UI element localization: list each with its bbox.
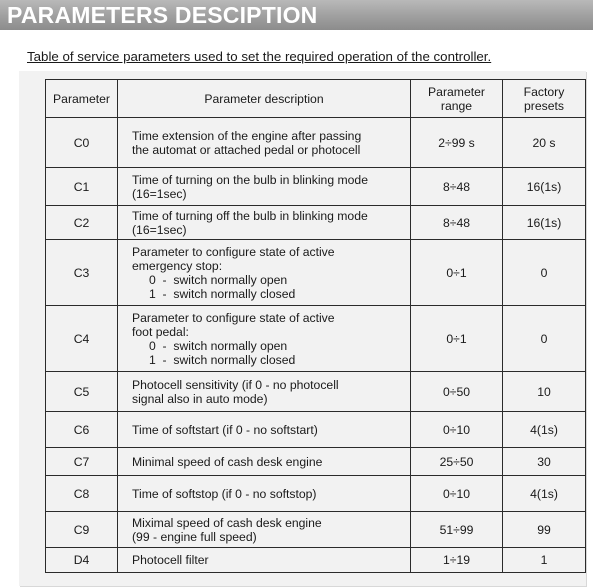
- table-row: [46, 206, 586, 240]
- table-row: [46, 240, 586, 306]
- cell-preset: 10: [503, 372, 586, 412]
- cell-range: 8÷48: [411, 168, 503, 206]
- description-line: signal also in auto mode): [132, 391, 268, 406]
- cell-range: 0÷10: [411, 412, 503, 448]
- cell-preset: 0: [503, 306, 586, 372]
- cell-parameter: C2: [46, 206, 118, 240]
- description-line: (16=1sec): [132, 222, 187, 237]
- cell-range: 8÷48: [411, 206, 503, 240]
- header-range: Parameter range: [411, 80, 503, 118]
- header-bar: [0, 0, 593, 30]
- cell-range: 2÷99 s: [411, 118, 503, 168]
- description-line: Photocell filter: [132, 553, 209, 567]
- cell-preset: 4(1s): [503, 476, 586, 512]
- cell-description: [118, 548, 411, 573]
- cell-description: [118, 512, 411, 548]
- header-parameter: Parameter: [46, 80, 118, 118]
- table-row: [46, 168, 586, 206]
- description-option: 1 - switch normally closed: [149, 352, 296, 367]
- cell-preset: 30: [503, 448, 586, 476]
- cell-parameter: D4: [46, 548, 118, 573]
- cell-description: [118, 448, 411, 476]
- description-line: Time of softstart (if 0 - no softstart): [132, 422, 318, 437]
- table-row: [46, 548, 586, 573]
- table-row: [46, 306, 586, 372]
- cell-parameter: C0: [46, 118, 118, 168]
- cell-preset: 16(1s): [503, 206, 586, 240]
- cell-range: 0÷50: [411, 372, 503, 412]
- description-line: (16=1sec): [132, 186, 187, 201]
- description-option: 0 - switch normally open: [149, 338, 288, 353]
- description-line: emergency stop:: [132, 258, 223, 273]
- header-presets: Factory presets: [503, 80, 586, 118]
- cell-preset: 20 s: [503, 118, 586, 168]
- page-title: PARAMETERS DESCIPTION: [7, 2, 318, 28]
- description-line: Time of turning off the bulb in blinking mode: [132, 208, 368, 223]
- table-row: [46, 118, 586, 168]
- cell-parameter: C6: [46, 412, 118, 448]
- parameters-table: [45, 79, 586, 573]
- cell-range: 1÷19: [411, 548, 503, 573]
- cell-description: [118, 412, 411, 448]
- description-line: Minimal speed of cash desk engine: [132, 454, 323, 469]
- cell-preset: 1: [503, 548, 586, 573]
- cell-preset: 16(1s): [503, 168, 586, 206]
- description-line: Time of softstop (if 0 - no softstop): [132, 486, 317, 501]
- cell-description: [118, 240, 411, 306]
- description-line: Photocell sensitivity (if 0 - no photocell: [132, 377, 339, 392]
- cell-parameter: C5: [46, 372, 118, 412]
- cell-range: 0÷10: [411, 476, 503, 512]
- cell-parameter: C3: [46, 240, 118, 306]
- description-line: the automat or attached pedal or photocell: [132, 142, 361, 157]
- description-option: 1 - switch normally closed: [149, 286, 296, 301]
- table-row: [46, 476, 586, 512]
- intro-text: Table of service parameters used to set the required operation of the controller.: [27, 49, 492, 64]
- description-line: Miximal speed of cash desk engine: [132, 515, 322, 530]
- description-line: Time extension of the engine after passing: [132, 128, 362, 143]
- description-line: foot pedal:: [132, 324, 189, 339]
- cell-parameter: C4: [46, 306, 118, 372]
- cell-preset: 99: [503, 512, 586, 548]
- description-line: Parameter to configure state of active: [132, 244, 335, 259]
- cell-parameter: C9: [46, 512, 118, 548]
- cell-preset: 4(1s): [503, 412, 586, 448]
- cell-preset: 0: [503, 240, 586, 306]
- description-option: 0 - switch normally open: [149, 272, 288, 287]
- cell-range: 25÷50: [411, 448, 503, 476]
- table-header-row: [46, 80, 586, 118]
- header-description: Parameter description: [118, 80, 411, 118]
- description-line: (99 - engine full speed): [132, 529, 257, 544]
- cell-parameter: C8: [46, 476, 118, 512]
- cell-range: 0÷1: [411, 306, 503, 372]
- cell-description: [118, 206, 411, 240]
- table-row: [46, 448, 586, 476]
- description-line: Time of turning on the bulb in blinking mode: [132, 172, 368, 187]
- cell-description: [118, 118, 411, 168]
- table-row: [46, 412, 586, 448]
- table-body: [46, 118, 586, 573]
- cell-description: [118, 306, 411, 372]
- cell-range: 0÷1: [411, 240, 503, 306]
- cell-description: [118, 476, 411, 512]
- description-line: Parameter to configure state of active: [132, 310, 335, 325]
- table-row: [46, 372, 586, 412]
- table-row: [46, 512, 586, 548]
- cell-parameter: C7: [46, 448, 118, 476]
- cell-range: 51÷99: [411, 512, 503, 548]
- cell-description: [118, 372, 411, 412]
- cell-description: [118, 168, 411, 206]
- cell-parameter: C1: [46, 168, 118, 206]
